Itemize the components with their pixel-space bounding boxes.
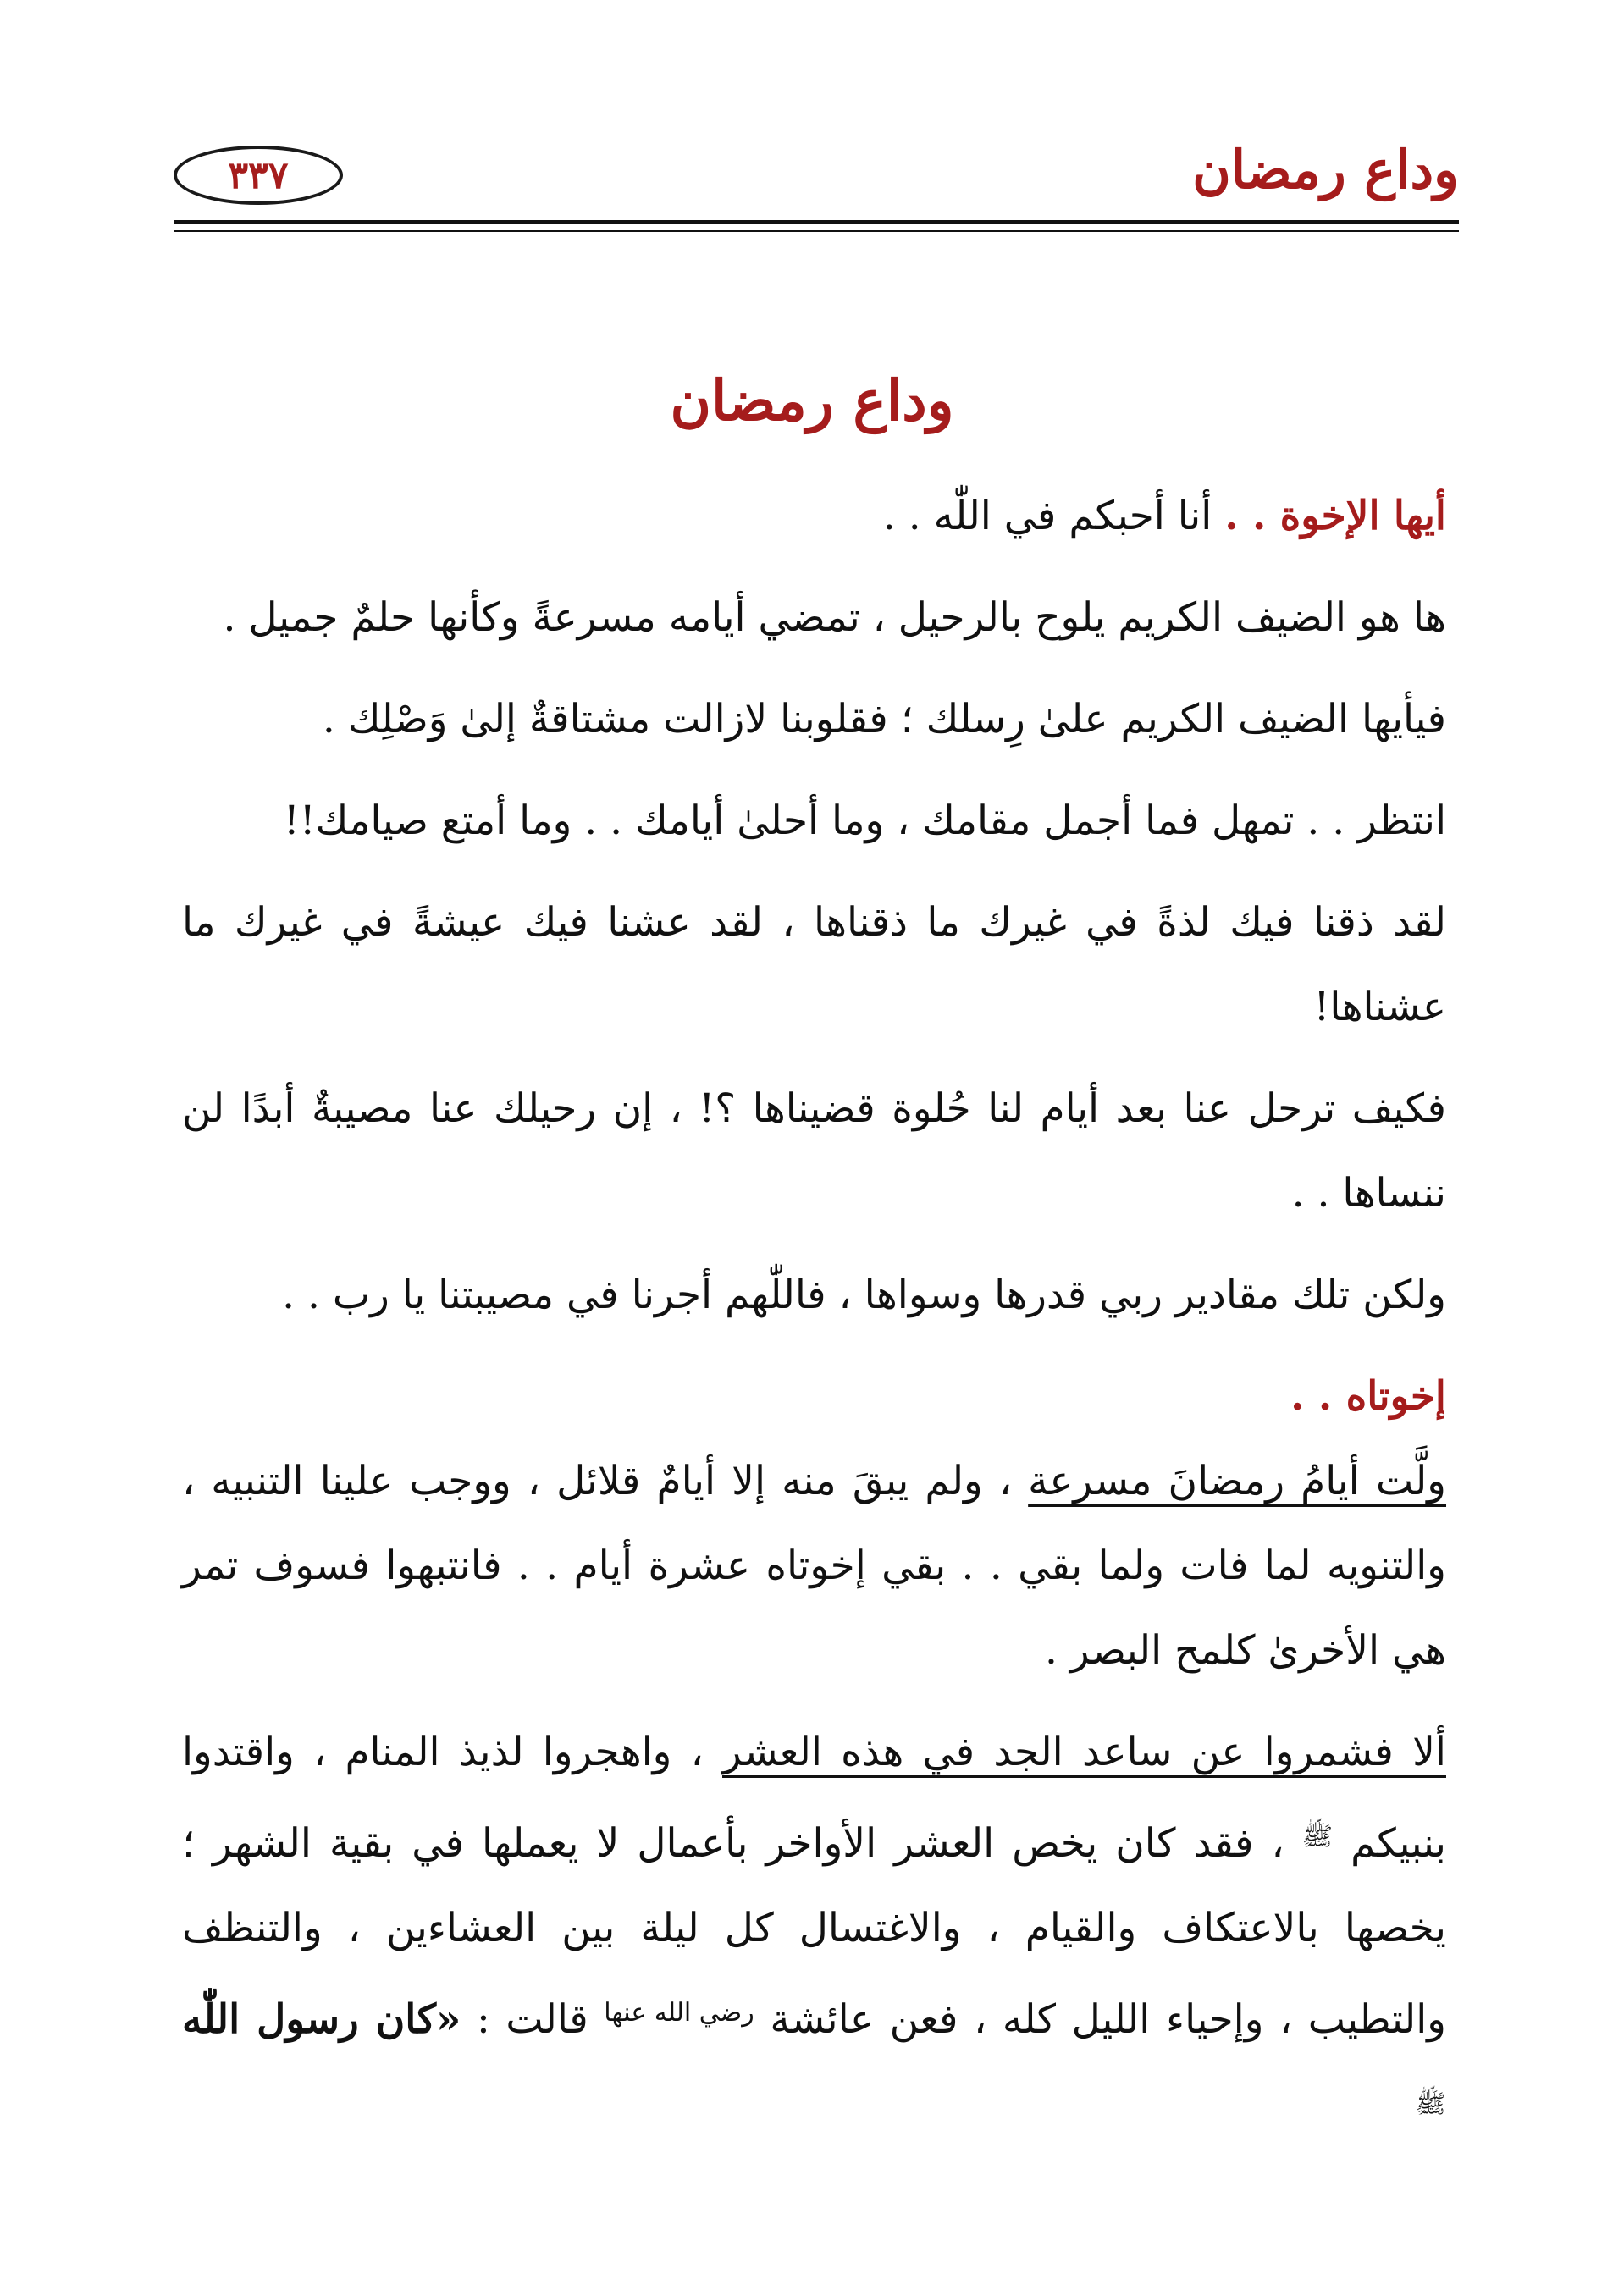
- honorific-seal: ﷺ: [1301, 1822, 1334, 1852]
- underlined-phrase: ألا فشمروا عن ساعد الجد في هذه العشر: [722, 1729, 1446, 1775]
- paragraph-5: لقد ذقنا فيك لذةً في غيرك ما ذقناها ، لقد عشنا فيك عيشةً في غيرك ما عشناها!: [182, 899, 1446, 1030]
- paragraph-gap: [182, 559, 1446, 576]
- greeting-label: أيها الإخوة . .: [1224, 493, 1446, 539]
- paragraph-greeting: [182, 474, 1446, 559]
- paragraph-2: ها هو الضيف الكريم يلوح بالرحيل ، تمضي أيامه مسرعةً وكأنها حلمٌ جميل .: [223, 594, 1446, 641]
- underlined-phrase: ولَّت أيامُ رمضانَ مسرعة: [1028, 1458, 1447, 1504]
- paragraph-gap: [182, 1693, 1446, 1710]
- paragraph-9: [182, 1439, 1446, 1693]
- paragraph-gap: [182, 762, 1446, 779]
- running-title: وداع رمضان: [1192, 139, 1459, 201]
- paragraph-gap: [182, 1338, 1446, 1355]
- honorific-seal: ﷺ: [1415, 2089, 1446, 2119]
- paragraph-10-text-a: ، واهجروا لذيذ المنام ، واقتدوا بنبيكم: [182, 1729, 1446, 1867]
- header-rule-thick: [174, 220, 1459, 224]
- paragraph-gap: [182, 864, 1446, 880]
- greeting-text: أنا أحبكم في اللّٰه . .: [882, 493, 1212, 539]
- paragraph-9-text: ، ولم يبقَ منه إلا أيامٌ قلائل ، ووجب علينا التنبيه ، والتنويه لما فات ولما بقي . . بقي إخوتاه عشرة أيام . . فانتبهوا فسوف تمر هي الأخرىٰ كلمح البصر .: [182, 1458, 1446, 1674]
- paragraph-6: فكيف ترحل عنا بعد أيام لنا حُلوة قضيناها ؟! ، إن رحيلك عنا مصيبةٌ أبدًا لن ننساها . .: [182, 1085, 1446, 1217]
- paragraph-gap: [182, 660, 1446, 677]
- paragraph-7: ولكن تلك مقادير ربي قدرها وسواها ، فاللّٰهم أجرنا في مصيبتنا يا رب . .: [282, 1272, 1446, 1318]
- paragraph-10: [182, 1710, 1446, 2154]
- paragraph-gap: [182, 1050, 1446, 1067]
- body-text: [182, 474, 1446, 2154]
- paragraph-8: [182, 1355, 1446, 1439]
- paragraph-3: فيأيها الضيف الكريم علىٰ رِسلك ؛ فقلوبنا لازالت مشتاقةٌ إلىٰ وَصْلِك .: [322, 696, 1446, 742]
- paragraph-10-text-b: ، فقد كان يخص العشر الأواخر بأعمال لا يعملها في بقية الشهر ؛ يخصها بالاعتكاف والقيام ، والاغتسال كل ليلة بين العشاءين ، والتنظف والتطيب ، وإحياء الليل كله ، فعن عائشة: [182, 1820, 1446, 2043]
- brothers-label: إخوتاه . .: [1290, 1373, 1446, 1420]
- paragraph-4: انتظر . . تمهل فما أجمل مقامك ، وما أحلىٰ أيامك . . وما أمتع صيامك!!: [283, 798, 1446, 844]
- paragraph-gap: [182, 1236, 1446, 1253]
- header-rule-thin: [174, 230, 1459, 232]
- paragraph-10-text-c: قالت :: [476, 1996, 588, 2043]
- hadith-quote: «كان رسول اللّٰه: [182, 1996, 461, 2043]
- page-number: ٣٣٧: [228, 153, 289, 197]
- chapter-title: وداع رمضان: [670, 367, 954, 433]
- page-number-badge: [174, 146, 343, 205]
- honorific-seal: رضي الله عنها: [604, 1998, 754, 2028]
